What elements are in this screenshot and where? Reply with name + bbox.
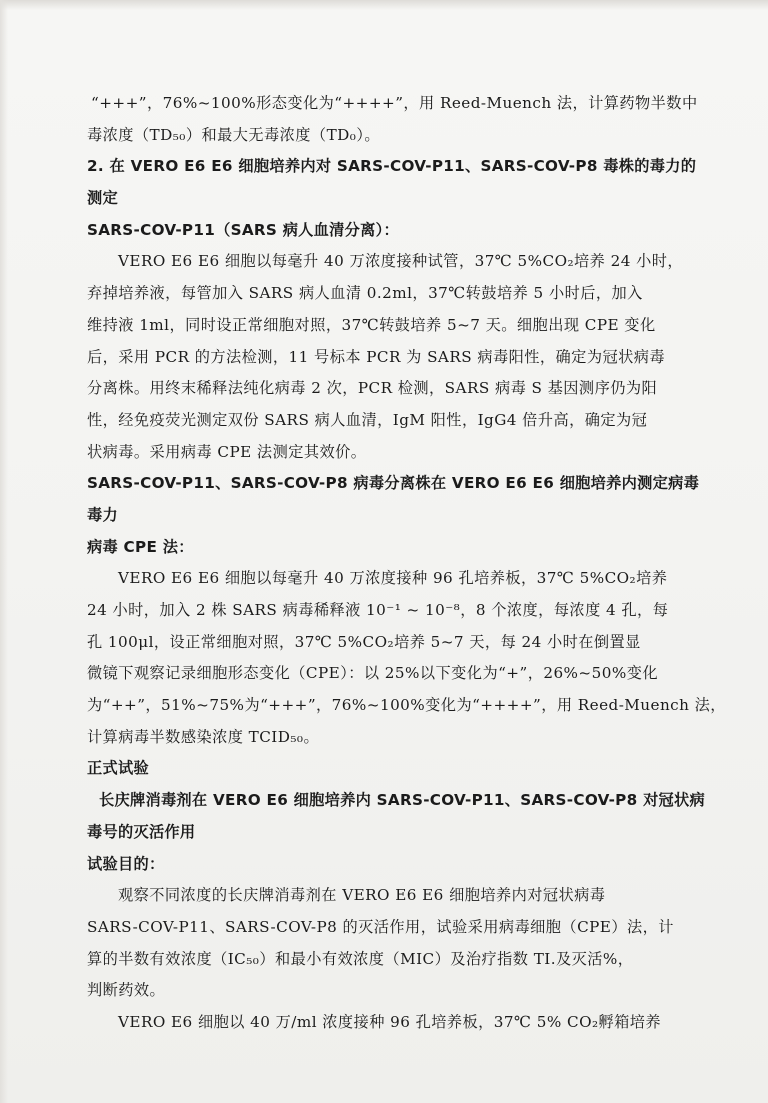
text-line: 后，采用 PCR 的方法检测，11 号标本 PCR 为 SARS 病毒阳性，确定为冠状病毒 — [87, 347, 666, 366]
heading-line: 试验目的： — [87, 854, 165, 873]
text-line: 弃掉培养液，每管加入 SARS 病人血清 0.2ml，37℃转鼓培养 5 小时后，加入 — [87, 284, 643, 303]
text-line: 计算病毒半数感染浓度 TCID₅₀。 — [87, 727, 320, 746]
text-line: 孔 100μl，设正常细胞对照，37℃ 5%CO₂培养 5~7 天，每 24 小时在倒置显 — [87, 632, 641, 651]
text-line: VERO E6 E6 细胞以每毫升 40 万浓度接种试管，37℃ 5%CO₂培养 24 小时， — [118, 252, 683, 271]
text-line: “+++”，76%~100%形态变化为“++++”，用 Reed-Muench 法，计算药物半数中 — [91, 94, 698, 112]
heading-line: 长庆牌消毒剂在 VERO E6 细胞培养内 SARS-COV-P11、SARS-COV-P8 对冠状病 — [99, 791, 706, 810]
text-line: 算的半数有效浓度（IC₅₀）和最小有效浓度（MIC）及治疗指数 TI.及灭活%， — [87, 949, 634, 968]
text-line: 维持液 1ml，同时设正常细胞对照，37℃转鼓培养 5~7 天。细胞出现 CPE 变化 — [87, 315, 656, 334]
text-line: VERO E6 细胞以 40 万/ml 浓度接种 96 孔培养板，37℃ 5% CO₂孵箱培养 — [118, 1012, 662, 1031]
text-line: VERO E6 E6 细胞以每毫升 40 万浓度接种 96 孔培养板，37℃ 5%CO₂培养 — [118, 569, 668, 588]
heading-line: SARS-COV-P11、SARS-COV-P8 病毒分离株在 VERO E6 E6 细胞培养内测定病毒 — [87, 474, 700, 493]
text-line: 状病毒。采用病毒 CPE 法测定其效价。 — [87, 442, 367, 461]
heading-line: 2. 在 VERO E6 E6 细胞培养内对 SARS-COV-P11、SARS-COV-P8 毒株的毒力的 — [87, 157, 697, 176]
heading-line: 毒号的灭活作用 — [87, 822, 196, 841]
text-line: 分离株。用终末稀释法纯化病毒 2 次，PCR 检测，SARS 病毒 S 基因测序仍为阳 — [87, 379, 658, 398]
text-line: 24 小时，加入 2 株 SARS 病毒稀释液 10⁻¹ ~ 10⁻⁸，8 个浓度，每浓度 4 孔，每 — [87, 601, 669, 619]
document-body — [87, 88, 726, 1039]
heading-line: 正式试验 — [87, 759, 149, 778]
text-line: 微镜下观察记录细胞形态变化（CPE）：以 25%以下变化为“+”，26%~50%变化 — [87, 664, 658, 683]
heading-line: SARS-COV-P11（SARS 病人血清分离）： — [87, 220, 399, 239]
text-line: 为“++”，51%~75%为“+++”，76%~100%变化为“++++”，用 Reed-Muench 法， — [87, 696, 726, 715]
text-line: 观察不同浓度的长庆牌消毒剂在 VERO E6 E6 细胞培养内对冠状病毒 — [118, 886, 606, 905]
heading-line: 病毒 CPE 法： — [87, 537, 194, 556]
text-line: SARS-COV-P11、SARS-COV-P8 的灭活作用，试验采用病毒细胞（CPE）法，计 — [87, 917, 674, 936]
scan-left-shadow — [0, 0, 8, 1103]
heading-line: 毒力 — [87, 505, 118, 524]
text-line: 性，经免疫荧光测定双份 SARS 病人血清，IgM 阳性，IgG4 倍升高，确定为冠 — [87, 410, 648, 429]
scan-top-shadow — [0, 0, 768, 10]
heading-line: 测定 — [87, 189, 118, 208]
text-line: 毒浓度（TD₅₀）和最大无毒浓度（TD₀）。 — [87, 125, 380, 144]
text-line: 判断药效。 — [87, 981, 166, 1000]
